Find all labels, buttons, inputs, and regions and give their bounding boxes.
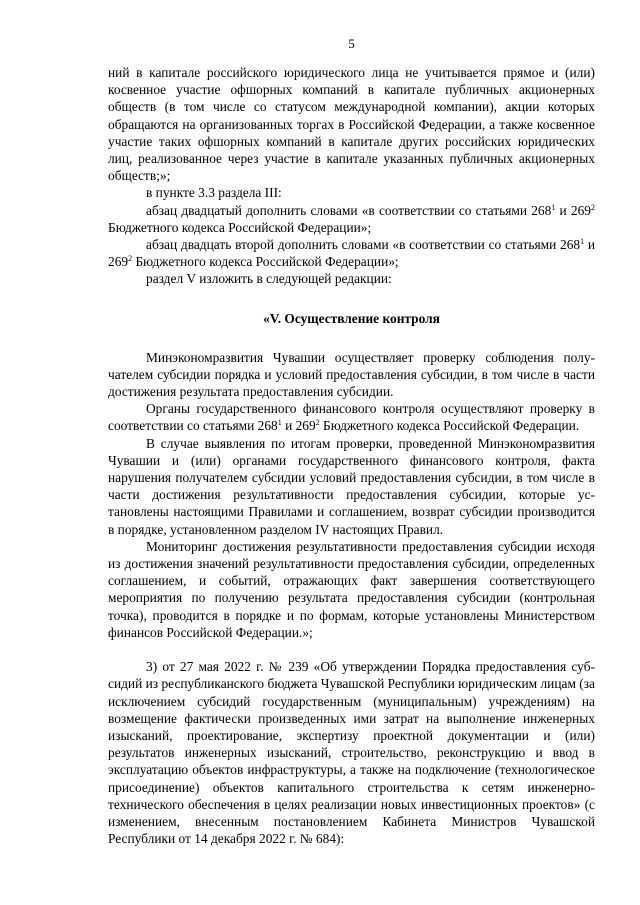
text-span: абзац двадцатый дополнить словами «в соответствии со статьями 268 [146, 202, 552, 218]
spacer [108, 641, 595, 658]
superscript: 1 [551, 202, 556, 212]
paragraph-offshore-participation: ний в капитале российского юридического лица не учитывается прямое и (или) косвенное участие офшорных компаний в капитале публичных акционерных обществ (в том числе со статусом международной компании), акции которых обращаются на организованных торгах в Российской Федерации, а также косвенное участие таких офшорных компаний в капитале других российских юридических лиц, реализованное через участие в капитале указанных публичных акционерных обществ;»; [108, 65, 595, 184]
superscript: 2 [591, 202, 595, 212]
superscript: 1 [580, 237, 585, 247]
superscript: 1 [277, 418, 282, 428]
superscript: 2 [128, 254, 133, 264]
paragraph-control-1: Минэкономразвития Чувашии осуществляет проверку соблюдения получателем субсидии порядка и условий предоставления субсидии, в том числе в части достижения результата предоставления субсидии. [108, 349, 595, 400]
paragraph-point-3-3: в пункте 3.3 раздела III: [146, 185, 282, 201]
paragraph-control-4: Мониторинг достижения результативности предоставления субсидии исходя из достижения значений результативности предоставления субсидии, определенных соглашением, и событий, отражающих факт завершения соответствующего мероприятия по получению результата предоставления субсидии (контрольная точка), проводится в порядке и по формам, которые установлены Министерством финансов Российской Федерации.»; [108, 538, 595, 640]
section-heading: «V. Осуществление контроля [263, 310, 440, 326]
paragraph-item-3: 3) от 27 мая 2022 г. № 239 «Об утверждении Порядка предоставления субсидий из республиканского бюджета Чувашской Республики юридическим лицам (за исключением субсидий государственным (муниципальным) учреждениям) на возмещение фактически произведенных ими затрат на выполнение инженерных изысканий, проектирование, экспертизу проектной документации и (или) результатов инженерных изысканий, строительство, реконструкцию и ввод в эксплуатацию объектов инфраструктуры, а также на подключение (технологическое присоединение) объектов капитального строительства к сетям инженерно-технического обеспечения в целях реализации новых инвестиционных проектов» (с изменением, внесенным постановлением Кабинета Министров Чувашской Республики от 14 декабря 2022 г. № 684): [108, 659, 595, 847]
text-span: Бюджетного кодекса Российской Федерации. [319, 418, 580, 434]
text-span: Органы государственного финансового контроля осуществляют проверку в соответствии со статьями 268 [108, 401, 595, 434]
paragraph-section-v-intro: раздел V изложить в следующей редакции: [146, 271, 392, 287]
text-span: абзац двадцать второй дополнить словами «в соответствии со статьями 268 [146, 237, 581, 253]
text-span: и 269 [555, 202, 591, 218]
superscript: 2 [315, 418, 320, 428]
text-span: Бюджетного кодекса Российской Федерации»; [132, 254, 399, 270]
text-span: Бюджетного кодекса Российской Федерации»; [108, 219, 372, 235]
text-span: и 269 [281, 418, 316, 434]
page-number: 5 [348, 36, 355, 51]
paragraph-abzac-22 [108, 236, 595, 270]
paragraph-control-3: В случае выявления по итогам проверки, проведенной Минэкономразвития Чувашии и (или) органами государственного финансового контроля, факта нарушения получателем субсидии условий предоставления субсидии, в том числе в части достижения результативности предоставления субсидии, которые установлены настоящими Правилами и соглашением, возврат субсидии производится в порядке, установленном разделом IV настоящих Правил. [108, 435, 595, 537]
paragraph-abzac-20 [108, 202, 595, 236]
text-span: и 269 [108, 237, 595, 270]
paragraph-control-2 [108, 400, 595, 434]
